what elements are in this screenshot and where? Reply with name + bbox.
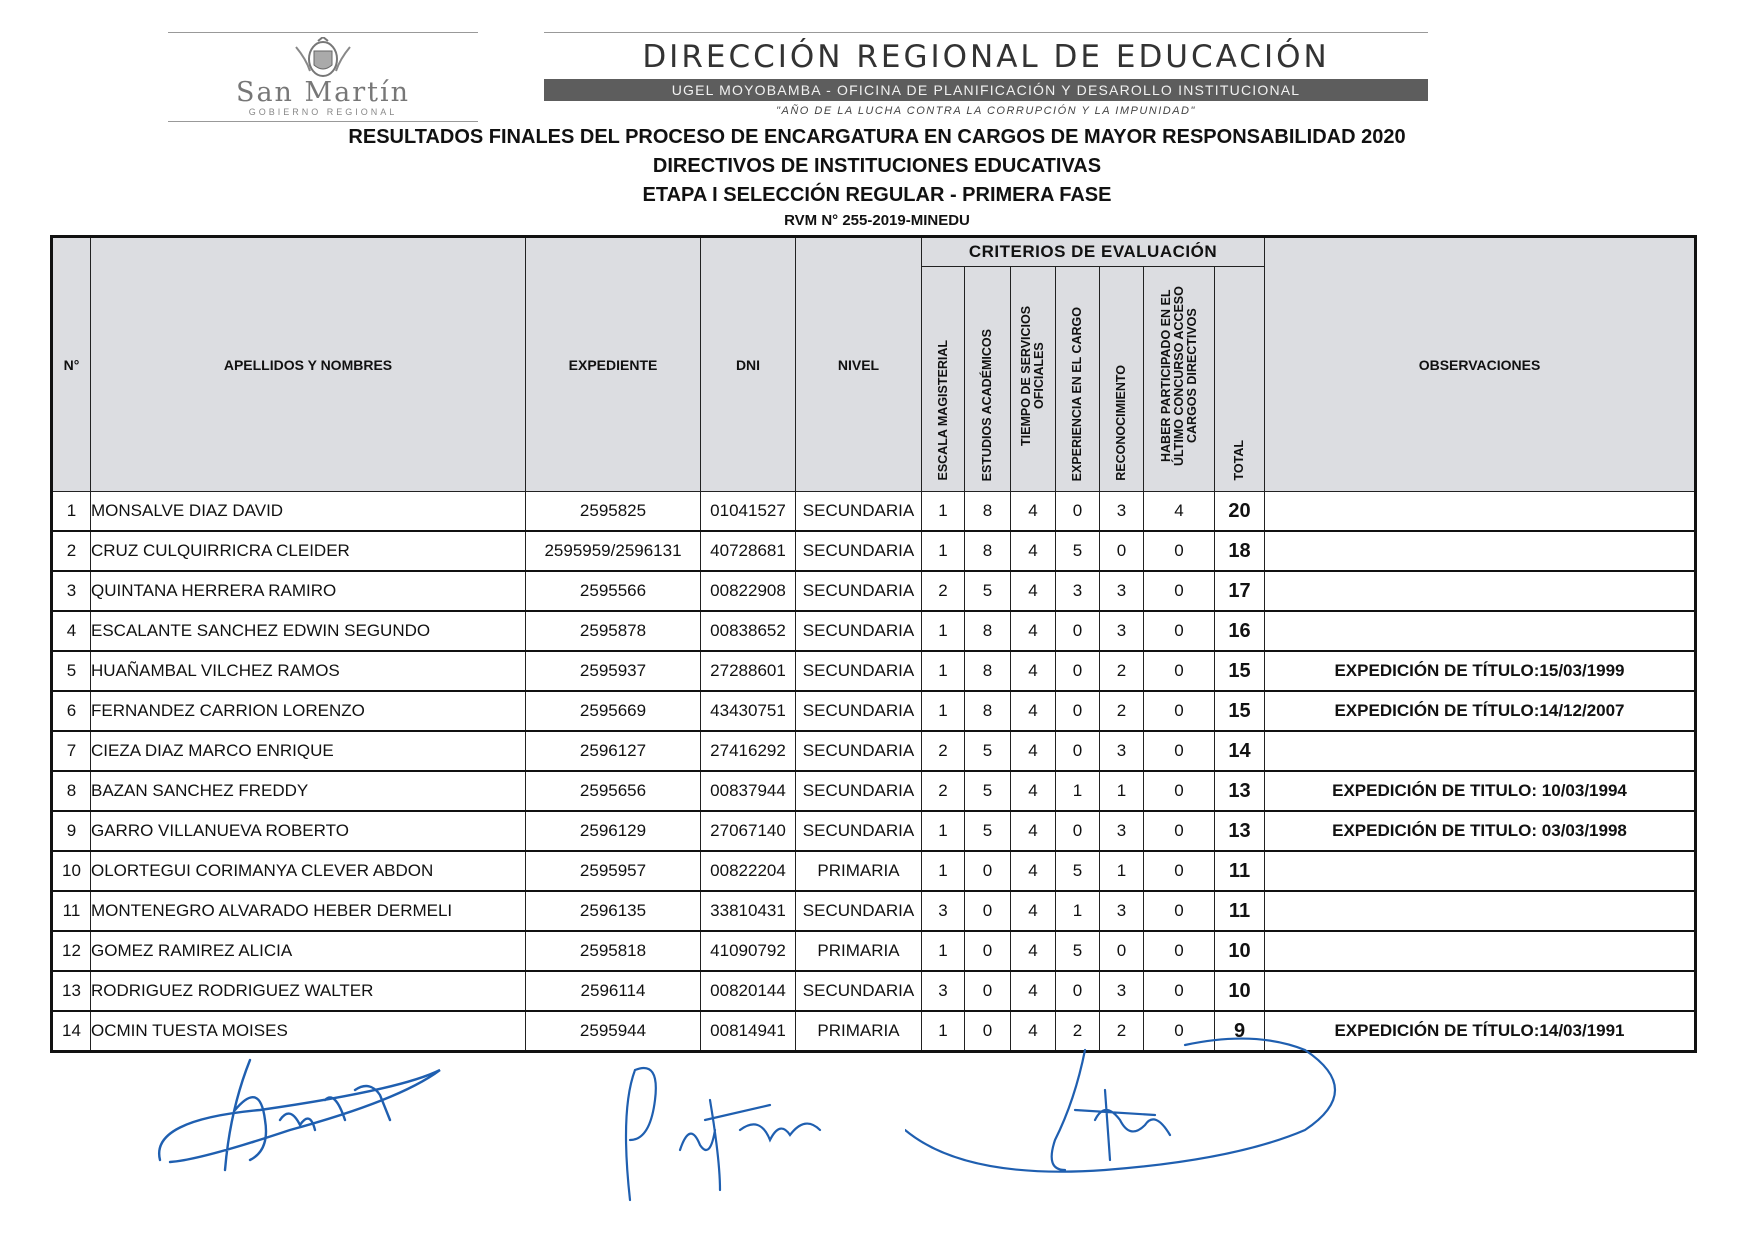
row-total: 14 bbox=[1215, 731, 1265, 771]
header-escala-label: ESCALA MAGISTERIAL bbox=[935, 340, 950, 481]
row-dni: 01041527 bbox=[701, 492, 796, 532]
row-num: 13 bbox=[52, 971, 91, 1011]
header-name: APELLIDOS Y NOMBRES bbox=[91, 237, 526, 492]
row-num: 3 bbox=[52, 571, 91, 611]
row-name: QUINTANA HERRERA RAMIRO bbox=[91, 571, 526, 611]
row-dni: 27416292 bbox=[701, 731, 796, 771]
row-total: 18 bbox=[1215, 531, 1265, 571]
row-reconocimiento: 1 bbox=[1100, 771, 1144, 811]
row-reconocimiento: 2 bbox=[1100, 1011, 1144, 1052]
table-row bbox=[52, 771, 1696, 811]
row-nivel: SECUNDARIA bbox=[796, 611, 922, 651]
document-titles bbox=[0, 123, 1754, 232]
row-nivel: SECUNDARIA bbox=[796, 811, 922, 851]
row-num: 9 bbox=[52, 811, 91, 851]
signature-3 bbox=[905, 1030, 1365, 1200]
row-estudios: 0 bbox=[965, 1011, 1011, 1052]
header-observaciones: OBSERVACIONES bbox=[1265, 237, 1696, 492]
table-row bbox=[52, 651, 1696, 691]
row-dni: 33810431 bbox=[701, 891, 796, 931]
row-reconocimiento: 0 bbox=[1100, 931, 1144, 971]
row-escala: 2 bbox=[922, 731, 965, 771]
header-estudios bbox=[965, 267, 1011, 492]
row-haber: 4 bbox=[1144, 492, 1215, 532]
header-experiencia-label: EXPERIENCIA EN EL CARGO bbox=[1070, 306, 1084, 481]
row-observaciones bbox=[1265, 611, 1696, 651]
row-num: 1 bbox=[52, 492, 91, 532]
row-tiempo: 4 bbox=[1011, 891, 1056, 931]
row-tiempo: 4 bbox=[1011, 971, 1056, 1011]
row-observaciones bbox=[1265, 731, 1696, 771]
row-observaciones: EXPEDICIÓN DE TÍTULO:14/03/1991 bbox=[1265, 1011, 1696, 1052]
row-expediente: 2596127 bbox=[526, 731, 701, 771]
row-escala: 2 bbox=[922, 571, 965, 611]
row-total: 13 bbox=[1215, 811, 1265, 851]
row-observaciones bbox=[1265, 571, 1696, 611]
header-num: N° bbox=[52, 237, 91, 492]
row-tiempo: 4 bbox=[1011, 851, 1056, 891]
row-total: 10 bbox=[1215, 931, 1265, 971]
row-experiencia: 0 bbox=[1056, 691, 1100, 731]
table-row bbox=[52, 971, 1696, 1011]
row-haber: 0 bbox=[1144, 691, 1215, 731]
row-escala: 1 bbox=[922, 851, 965, 891]
row-expediente: 2595825 bbox=[526, 492, 701, 532]
row-nivel: SECUNDARIA bbox=[796, 492, 922, 532]
header-experiencia bbox=[1056, 267, 1100, 492]
row-experiencia: 5 bbox=[1056, 531, 1100, 571]
row-tiempo: 4 bbox=[1011, 731, 1056, 771]
header-dni: DNI bbox=[701, 237, 796, 492]
document-reference: RVM N° 255-2019-MINEDU bbox=[784, 212, 970, 229]
row-haber: 0 bbox=[1144, 531, 1215, 571]
row-total: 11 bbox=[1215, 851, 1265, 891]
row-estudios: 0 bbox=[965, 891, 1011, 931]
row-observaciones bbox=[1265, 851, 1696, 891]
row-total: 13 bbox=[1215, 771, 1265, 811]
row-estudios: 8 bbox=[965, 492, 1011, 532]
row-haber: 0 bbox=[1144, 731, 1215, 771]
header-haber-label: HABER PARTICIPADO EN EL ÚLTIMO CONCURSO ACCESO CARGOS DIRECTIVOS bbox=[1158, 286, 1199, 466]
row-experiencia: 0 bbox=[1056, 611, 1100, 651]
row-expediente: 2595959/2596131 bbox=[526, 531, 701, 571]
row-escala: 1 bbox=[922, 931, 965, 971]
row-reconocimiento: 3 bbox=[1100, 492, 1144, 532]
institution-title: DIRECCIÓN REGIONAL DE EDUCACIÓN bbox=[642, 39, 1330, 75]
row-tiempo: 4 bbox=[1011, 1011, 1056, 1052]
table-row bbox=[52, 691, 1696, 731]
row-haber: 0 bbox=[1144, 931, 1215, 971]
row-estudios: 5 bbox=[965, 811, 1011, 851]
row-estudios: 5 bbox=[965, 571, 1011, 611]
header-total-label: TOTAL bbox=[1232, 440, 1246, 481]
row-escala: 2 bbox=[922, 771, 965, 811]
row-name: OCMIN TUESTA MOISES bbox=[91, 1011, 526, 1052]
row-observaciones bbox=[1265, 891, 1696, 931]
table-row bbox=[52, 1011, 1696, 1052]
row-haber: 0 bbox=[1144, 611, 1215, 651]
row-tiempo: 4 bbox=[1011, 611, 1056, 651]
row-dni: 00822204 bbox=[701, 851, 796, 891]
row-tiempo: 4 bbox=[1011, 811, 1056, 851]
row-experiencia: 0 bbox=[1056, 492, 1100, 532]
table-row bbox=[52, 891, 1696, 931]
row-num: 5 bbox=[52, 651, 91, 691]
row-experiencia: 5 bbox=[1056, 931, 1100, 971]
row-nivel: PRIMARIA bbox=[796, 931, 922, 971]
row-dni: 27288601 bbox=[701, 651, 796, 691]
row-experiencia: 0 bbox=[1056, 731, 1100, 771]
year-motto: "AÑO DE LA LUCHA CONTRA LA CORRUPCIÓN Y LA IMPUNIDAD" bbox=[776, 105, 1196, 117]
row-reconocimiento: 3 bbox=[1100, 731, 1144, 771]
row-escala: 1 bbox=[922, 691, 965, 731]
row-nivel: SECUNDARIA bbox=[796, 571, 922, 611]
row-num: 12 bbox=[52, 931, 91, 971]
row-escala: 1 bbox=[922, 811, 965, 851]
row-nivel: PRIMARIA bbox=[796, 851, 922, 891]
row-num: 11 bbox=[52, 891, 91, 931]
row-name: RODRIGUEZ RODRIGUEZ WALTER bbox=[91, 971, 526, 1011]
row-name: BAZAN SANCHEZ FREDDY bbox=[91, 771, 526, 811]
row-experiencia: 2 bbox=[1056, 1011, 1100, 1052]
header-total bbox=[1215, 267, 1265, 492]
row-experiencia: 0 bbox=[1056, 971, 1100, 1011]
row-nivel: SECUNDARIA bbox=[796, 891, 922, 931]
row-observaciones bbox=[1265, 931, 1696, 971]
row-tiempo: 4 bbox=[1011, 571, 1056, 611]
header-haber bbox=[1144, 267, 1215, 492]
row-haber: 0 bbox=[1144, 811, 1215, 851]
row-reconocimiento: 3 bbox=[1100, 891, 1144, 931]
header-estudios-label: ESTUDIOS ACADÉMICOS bbox=[980, 328, 994, 481]
row-name: CIEZA DIAZ MARCO ENRIQUE bbox=[91, 731, 526, 771]
row-dni: 40728681 bbox=[701, 531, 796, 571]
row-nivel: SECUNDARIA bbox=[796, 771, 922, 811]
row-expediente: 2595944 bbox=[526, 1011, 701, 1052]
row-tiempo: 4 bbox=[1011, 651, 1056, 691]
row-estudios: 5 bbox=[965, 731, 1011, 771]
table-row bbox=[52, 851, 1696, 891]
row-num: 2 bbox=[52, 531, 91, 571]
row-total: 15 bbox=[1215, 651, 1265, 691]
row-expediente: 2595878 bbox=[526, 611, 701, 651]
row-estudios: 5 bbox=[965, 771, 1011, 811]
row-escala: 1 bbox=[922, 611, 965, 651]
header-nivel: NIVEL bbox=[796, 237, 922, 492]
logo-name: San Martín bbox=[235, 77, 411, 108]
row-expediente: 2595957 bbox=[526, 851, 701, 891]
row-total: 9 bbox=[1215, 1011, 1265, 1052]
document-stage: ETAPA I SELECCIÓN REGULAR - PRIMERA FASE bbox=[642, 184, 1112, 206]
row-expediente: 2595818 bbox=[526, 931, 701, 971]
header-expediente: EXPEDIENTE bbox=[526, 237, 701, 492]
row-total: 11 bbox=[1215, 891, 1265, 931]
row-expediente: 2596135 bbox=[526, 891, 701, 931]
row-haber: 0 bbox=[1144, 851, 1215, 891]
row-experiencia: 3 bbox=[1056, 571, 1100, 611]
institution-band: UGEL MOYOBAMBA - OFICINA DE PLANIFICACIÓN Y DESAROLLO INSTITUCIONAL bbox=[544, 79, 1428, 101]
table-row bbox=[52, 531, 1696, 571]
row-nivel: PRIMARIA bbox=[796, 1011, 922, 1052]
row-escala: 3 bbox=[922, 891, 965, 931]
row-num: 14 bbox=[52, 1011, 91, 1052]
row-escala: 1 bbox=[922, 651, 965, 691]
row-reconocimiento: 2 bbox=[1100, 691, 1144, 731]
row-haber: 0 bbox=[1144, 971, 1215, 1011]
results-table bbox=[50, 235, 1697, 1053]
table-row bbox=[52, 492, 1696, 532]
row-reconocimiento: 1 bbox=[1100, 851, 1144, 891]
row-name: MONTENEGRO ALVARADO HEBER DERMELI bbox=[91, 891, 526, 931]
row-tiempo: 4 bbox=[1011, 931, 1056, 971]
row-tiempo: 4 bbox=[1011, 691, 1056, 731]
row-reconocimiento: 3 bbox=[1100, 811, 1144, 851]
signature-2 bbox=[620, 1060, 840, 1210]
row-name: ESCALANTE SANCHEZ EDWIN SEGUNDO bbox=[91, 611, 526, 651]
row-estudios: 8 bbox=[965, 691, 1011, 731]
row-total: 20 bbox=[1215, 492, 1265, 532]
row-reconocimiento: 3 bbox=[1100, 971, 1144, 1011]
row-escala: 3 bbox=[922, 971, 965, 1011]
row-experiencia: 1 bbox=[1056, 891, 1100, 931]
header-reconocimiento bbox=[1100, 267, 1144, 492]
row-nivel: SECUNDARIA bbox=[796, 731, 922, 771]
row-num: 4 bbox=[52, 611, 91, 651]
document-subtitle: DIRECTIVOS DE INSTITUCIONES EDUCATIVAS bbox=[652, 155, 1102, 177]
table-row bbox=[52, 931, 1696, 971]
row-escala: 1 bbox=[922, 1011, 965, 1052]
row-num: 7 bbox=[52, 731, 91, 771]
signature-1 bbox=[140, 1050, 470, 1180]
row-experiencia: 0 bbox=[1056, 811, 1100, 851]
row-observaciones: EXPEDICIÓN DE TÍTULO:15/03/1999 bbox=[1265, 651, 1696, 691]
institution-header bbox=[544, 32, 1428, 119]
row-num: 8 bbox=[52, 771, 91, 811]
row-tiempo: 4 bbox=[1011, 531, 1056, 571]
header-tiempo bbox=[1011, 267, 1056, 492]
table-row bbox=[52, 731, 1696, 771]
row-dni: 00820144 bbox=[701, 971, 796, 1011]
row-haber: 0 bbox=[1144, 571, 1215, 611]
row-tiempo: 4 bbox=[1011, 492, 1056, 532]
row-dni: 00814941 bbox=[701, 1011, 796, 1052]
row-estudios: 0 bbox=[965, 851, 1011, 891]
row-estudios: 8 bbox=[965, 531, 1011, 571]
row-expediente: 2596114 bbox=[526, 971, 701, 1011]
row-name: HUAÑAMBAL VILCHEZ RAMOS bbox=[91, 651, 526, 691]
row-dni: 00822908 bbox=[701, 571, 796, 611]
row-observaciones bbox=[1265, 531, 1696, 571]
row-num: 10 bbox=[52, 851, 91, 891]
row-expediente: 2595669 bbox=[526, 691, 701, 731]
row-nivel: SECUNDARIA bbox=[796, 651, 922, 691]
row-observaciones bbox=[1265, 971, 1696, 1011]
row-reconocimiento: 2 bbox=[1100, 651, 1144, 691]
row-haber: 0 bbox=[1144, 771, 1215, 811]
row-nivel: SECUNDARIA bbox=[796, 971, 922, 1011]
row-estudios: 0 bbox=[965, 931, 1011, 971]
table-row bbox=[52, 571, 1696, 611]
row-nivel: SECUNDARIA bbox=[796, 691, 922, 731]
row-reconocimiento: 3 bbox=[1100, 611, 1144, 651]
row-haber: 0 bbox=[1144, 1011, 1215, 1052]
row-expediente: 2596129 bbox=[526, 811, 701, 851]
row-name: FERNANDEZ CARRION LORENZO bbox=[91, 691, 526, 731]
row-escala: 1 bbox=[922, 492, 965, 532]
table-row bbox=[52, 611, 1696, 651]
row-total: 17 bbox=[1215, 571, 1265, 611]
row-total: 15 bbox=[1215, 691, 1265, 731]
row-expediente: 2595566 bbox=[526, 571, 701, 611]
coat-of-arms-icon bbox=[288, 37, 358, 79]
row-expediente: 2595656 bbox=[526, 771, 701, 811]
row-experiencia: 5 bbox=[1056, 851, 1100, 891]
row-estudios: 8 bbox=[965, 611, 1011, 651]
row-observaciones: EXPEDICIÓN DE TITULO: 10/03/1994 bbox=[1265, 771, 1696, 811]
header-reconocimiento-label: RECONOCIMIENTO bbox=[1114, 365, 1128, 481]
row-reconocimiento: 3 bbox=[1100, 571, 1144, 611]
row-haber: 0 bbox=[1144, 651, 1215, 691]
document-title: RESULTADOS FINALES DEL PROCESO DE ENCARGATURA EN CARGOS DE MAYOR RESPONSABILIDAD 2020 bbox=[348, 126, 1406, 148]
row-expediente: 2595937 bbox=[526, 651, 701, 691]
row-estudios: 0 bbox=[965, 971, 1011, 1011]
logo-gobierno-regional bbox=[168, 32, 478, 122]
row-num: 6 bbox=[52, 691, 91, 731]
row-tiempo: 4 bbox=[1011, 771, 1056, 811]
row-observaciones bbox=[1265, 492, 1696, 532]
row-name: MONSALVE DIAZ DAVID bbox=[91, 492, 526, 532]
row-total: 10 bbox=[1215, 971, 1265, 1011]
row-experiencia: 0 bbox=[1056, 651, 1100, 691]
row-experiencia: 1 bbox=[1056, 771, 1100, 811]
header-escala bbox=[922, 267, 965, 492]
row-name: CRUZ CULQUIRRICRA CLEIDER bbox=[91, 531, 526, 571]
header-criteria-group: CRITERIOS DE EVALUACIÓN bbox=[922, 237, 1265, 267]
row-haber: 0 bbox=[1144, 891, 1215, 931]
logo-subtitle: GOBIERNO REGIONAL bbox=[248, 107, 398, 117]
row-name: GOMEZ RAMIREZ ALICIA bbox=[91, 931, 526, 971]
row-observaciones: EXPEDICIÓN DE TITULO: 03/03/1998 bbox=[1265, 811, 1696, 851]
row-estudios: 8 bbox=[965, 651, 1011, 691]
header-tiempo-label: TIEMPO DE SERVICIOS OFICIALES bbox=[1019, 305, 1046, 447]
row-escala: 1 bbox=[922, 531, 965, 571]
row-nivel: SECUNDARIA bbox=[796, 531, 922, 571]
row-dni: 00837944 bbox=[701, 771, 796, 811]
row-dni: 00838652 bbox=[701, 611, 796, 651]
table-row bbox=[52, 811, 1696, 851]
row-dni: 27067140 bbox=[701, 811, 796, 851]
row-observaciones: EXPEDICIÓN DE TÍTULO:14/12/2007 bbox=[1265, 691, 1696, 731]
row-total: 16 bbox=[1215, 611, 1265, 651]
row-dni: 43430751 bbox=[701, 691, 796, 731]
row-name: OLORTEGUI CORIMANYA CLEVER ABDON bbox=[91, 851, 526, 891]
row-dni: 41090792 bbox=[701, 931, 796, 971]
row-name: GARRO VILLANUEVA ROBERTO bbox=[91, 811, 526, 851]
row-reconocimiento: 0 bbox=[1100, 531, 1144, 571]
